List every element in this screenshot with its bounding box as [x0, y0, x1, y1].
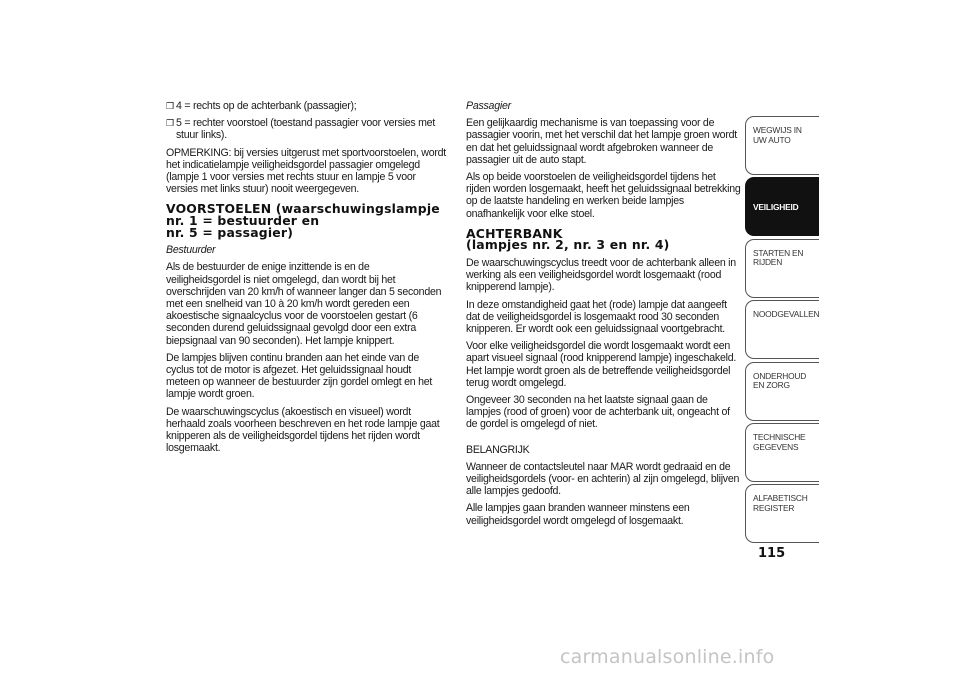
list-item — [166, 117, 446, 141]
list-item-text: 5 = rechter voorstoel (toestand passagier voor versies met stuur links). — [176, 117, 436, 142]
section-heading-achterbank — [466, 225, 742, 253]
tab-veiligheid[interactable] — [745, 177, 819, 236]
left-column — [166, 100, 446, 459]
section-heading-voorstoelen — [166, 203, 446, 238]
tab-label: STARTEN EN RIJDEN — [753, 247, 804, 268]
important-paragraph: Wanneer de contactsleutel naar MAR wordt gedraaid en de veiligheidsgordels (voor- en achterin) al zijn omgelegd, blijven alle lampjes gedoofd. — [466, 460, 740, 498]
body-paragraph: Als de bestuurder de enige inzittende is en de veiligheidsgordel is niet omgelegd, dan wordt bij het overschrijden van 20 km/h of wanneer langer dan 5 seconden met een snelheid van 10 à 20 km/h wordt gereden een akoestische signaalcyclus voor de voorstoelen gestart (6 seconden durend geluidssignaal gevolgd door een extra biepsignaal van 90 seconden). Het lampje knippert. — [166, 261, 442, 347]
tab-wegwijs[interactable] — [745, 116, 819, 175]
heading-line: ACHTERBANK — [466, 225, 563, 241]
tab-label: ONDERHOUD EN ZORG — [753, 370, 807, 391]
body-paragraph: In deze omstandigheid gaat het (rode) lampje dat aangeeft dat de veiligheidsgordel is losgemaakt rood 30 seconden knipperen. Er wordt ook een geluidssignaal voortgebracht. — [466, 298, 727, 336]
important-title: BELANGRIJK — [466, 443, 530, 456]
list-item-text: 4 = rechts op de achterbank (passagier); — [176, 100, 357, 112]
tab-noodgevallen[interactable] — [745, 300, 819, 359]
heading-line: (lampjes nr. 2, nr. 3 en nr. 4) — [466, 237, 670, 253]
tab-label: WEGWIJS IN UW AUTO — [753, 125, 802, 145]
body-paragraph: De lampjes blijven continu branden aan het einde van de cyclus tot de motor is afgezet. Het geluidssignaal houdt meteen op wanneer de bestuurder zijn gordel omlegt en het lampje wordt groen. — [166, 351, 433, 401]
right-column — [466, 100, 742, 532]
heading-line: nr. 5 = passagier) — [166, 224, 294, 240]
note-paragraph: OPMERKING: bij versies uitgerust met sportvoorstoelen, wordt het indicatielampje veiligheidsgordel passagier omgelegd (lampje 1 voor versies met rechts stuur en lampje 5 voor versies met links stuur) nooit weergegeven. — [166, 146, 446, 196]
heading-line: VOORSTOELEN (waarschuwingslampje — [166, 201, 440, 217]
tab-alfabetisch-register[interactable] — [745, 484, 819, 543]
checkbox-bullet-icon: ❒ — [166, 101, 174, 111]
body-paragraph: De waarschuwingscyclus treedt voor de achterbank alleen in werking als een veiligheidsgordel wordt losgemaakt (rood knipperend lampje). — [466, 257, 736, 294]
tab-label: TECHNISCHE GEGEVENS — [753, 431, 806, 452]
tab-label: ALFABETISCH REGISTER — [753, 493, 808, 513]
chapter-tabs — [745, 116, 819, 546]
body-paragraph: De waarschuwingscyclus (akoestisch en visueel) wordt herhaald zoals voorheen beschreven en het rode lampje gaat knipperen als de veiligheidsgordel tijdens het rijden wordt losgemaakt. — [166, 405, 440, 455]
body-paragraph: Als op beide voorstoelen de veiligheidsgordel tijdens het rijden worden losgemaakt, heeft het geluidssignaal betrekking op de laatste handeling en werken beide lampjes onafhankelijk voor elke stoel. — [466, 171, 741, 220]
page-number: 115 — [758, 546, 786, 561]
tab-starten-en-rijden[interactable] — [745, 239, 819, 298]
watermark: carmanualsonline.info — [560, 646, 775, 668]
body-paragraph: Voor elke veiligheidsgordel die wordt losgemaakt wordt een apart visueel signaal (rood knipperend lampje) ingeschakeld. Het lampje wordt groen als de betreffende veiligheidsgordel terug wordt omgelegd. — [466, 340, 737, 389]
subheading-passagier: Passagier — [466, 100, 511, 112]
important-paragraph: Alle lampjes gaan branden wanneer minstens een veiligheidsgordel wordt omgelegd of losgemaakt. — [466, 502, 690, 527]
tab-label: VEILIGHEID — [753, 202, 799, 213]
tab-technische-gegevens[interactable] — [745, 423, 819, 482]
subheading-bestuurder: Bestuurder — [166, 244, 216, 257]
tab-label: NOODGEVALLEN — [753, 309, 820, 320]
body-paragraph: Een gelijkaardig mechanisme is van toepassing voor de passagier voorin, met het verschil dat het lampje groen wordt en dat het geluidssignaal wordt afgebroken wanneer de passagier uit de auto stapt. — [466, 117, 737, 166]
checkbox-bullet-icon: ❒ — [166, 118, 174, 129]
tab-onderhoud-en-zorg[interactable] — [745, 362, 819, 421]
heading-line: nr. 1 = bestuurder en — [166, 213, 320, 229]
body-paragraph: Ongeveer 30 seconden na het laatste signaal gaan de lampjes (rood of groen) voor de achterbank uit, ongeacht of de gordel is omgelegd of niet. — [466, 394, 730, 431]
list-item — [166, 100, 446, 112]
